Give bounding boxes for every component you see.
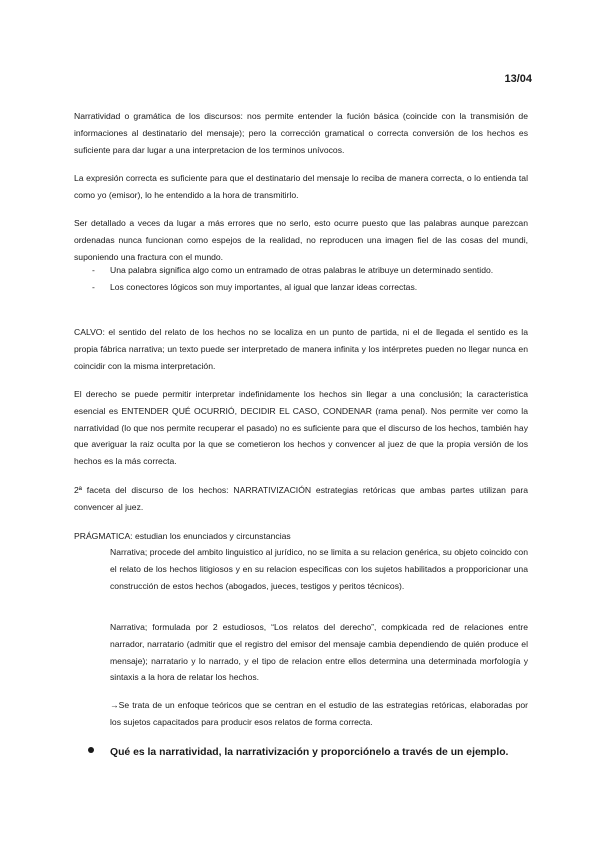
paragraph-narratividad: Narratividad o gramática de los discursos: nos permite entender la fución básica (coincide con la transmisión de informaciones al destinatario del mensaje); pero la corrección gramatical o correcta conversión de los hechos es suficiente para dar lugar a una interpretacion de los terminos unívocos.: [74, 111, 528, 155]
paragraph-pragmatica: PRÁGMATICA: estudian los enunciados y circunstancias: [74, 531, 291, 541]
paragraph-derecho: El derecho se puede permitir interpretar indefinidamente los hechos sin llegar a una conclusión; la caracteristica esencial es ENTENDER QUÉ OCURRIÓ, DECIDIR EL CASO, CONDENAR (rama penal). Nos permite ver como la narratividad (lo que nos permite recuperar el pasado) no es suficiente para que el discurso de los hechos, también hay que averiguar la raiz oculta por la que se cometieron los hechos y convencer al juez de que la propia versión de los hechos es la más correcta.: [74, 389, 528, 467]
paragraph-calvo: CALVO: el sentido del relato de los hechos no se localiza en un punto de partida, ni el de llegada el sentido es la propia fábrica narrativa; un texto puede ser interpretado de manera infinita y los intérpretes pueden no llegar nunca en coincidir con la misma interpretación.: [74, 327, 528, 371]
bullet-text: Los conectores lógicos son muy importantes, al igual que lanzar ideas correctas.: [110, 281, 418, 292]
bullet-list: [92, 262, 528, 296]
paragraph-enfoque: →Se trata de un enfoque teóricos que se centran en el estudio de las estrategias retóricas, elaboradas por los sujetos capacitados para producir esos relatos de forma correcta.: [110, 700, 528, 727]
page-date: 13/04: [504, 73, 532, 85]
bullet-dot-icon: [88, 747, 94, 753]
question-item: [88, 745, 548, 761]
paragraph-narrativa-1: Narrativa; procede del ambito linguistico al jurídico, no se limita a su relacion genérica, su objeto coincido con el relato de los hechos litigiosos y en su relacion especificas con los sujetos habilitados a propporicionar una construcción de estos hechos (abogados, jueces, testigos y peritos técnicos).: [110, 547, 528, 591]
paragraph-expresion-correcta: La expresión correcta es suficiente para que el destinatario del mensaje lo reciba de manera correcta, o lo entienda tal como yo (emisor), lo he entendido a la hora de transmitirlo.: [74, 173, 528, 200]
question-text: Qué es la narratividad, la narrativización y proporciónelo a través de un ejemplo.: [110, 747, 509, 758]
paragraph-segunda-faceta: 2ª faceta del discurso de los hechos: NARRATIVIZACIÓN estrategias retóricas que ambas partes utilizan para convencer al juez.: [74, 485, 528, 512]
bullet-marker: -: [92, 265, 95, 275]
list-item: [92, 262, 528, 279]
bullet-marker: -: [92, 281, 95, 292]
bullet-text: Una palabra significa algo como un entramado de otras palabras le atribuye un determinado sentido.: [110, 265, 494, 275]
paragraph-ser-detallado: Ser detallado a veces da lugar a más errores que no serlo, esto ocurre puesto que las palabras aunque parezcan ordenadas nunca funcionan como espejos de la realidad, no reproducen una imagen fiel de las cosas del mundi, suponiendo una fractura con el mundo.: [74, 218, 528, 262]
paragraph-narrativa-2: Narrativa; formulada por 2 estudiosos, “Los relatos del derecho”, compkicada red de relaciones entre narrador, narratario (admitir que el registro del emisor del mensaje cambia dependiendo de quién produce el mensaje); narratario y lo narrado, y el tipo de relacion entre ellos determina una determinada morfología y sintaxis a la hora de relatar los hechos.: [110, 622, 528, 683]
list-item: [92, 279, 528, 296]
